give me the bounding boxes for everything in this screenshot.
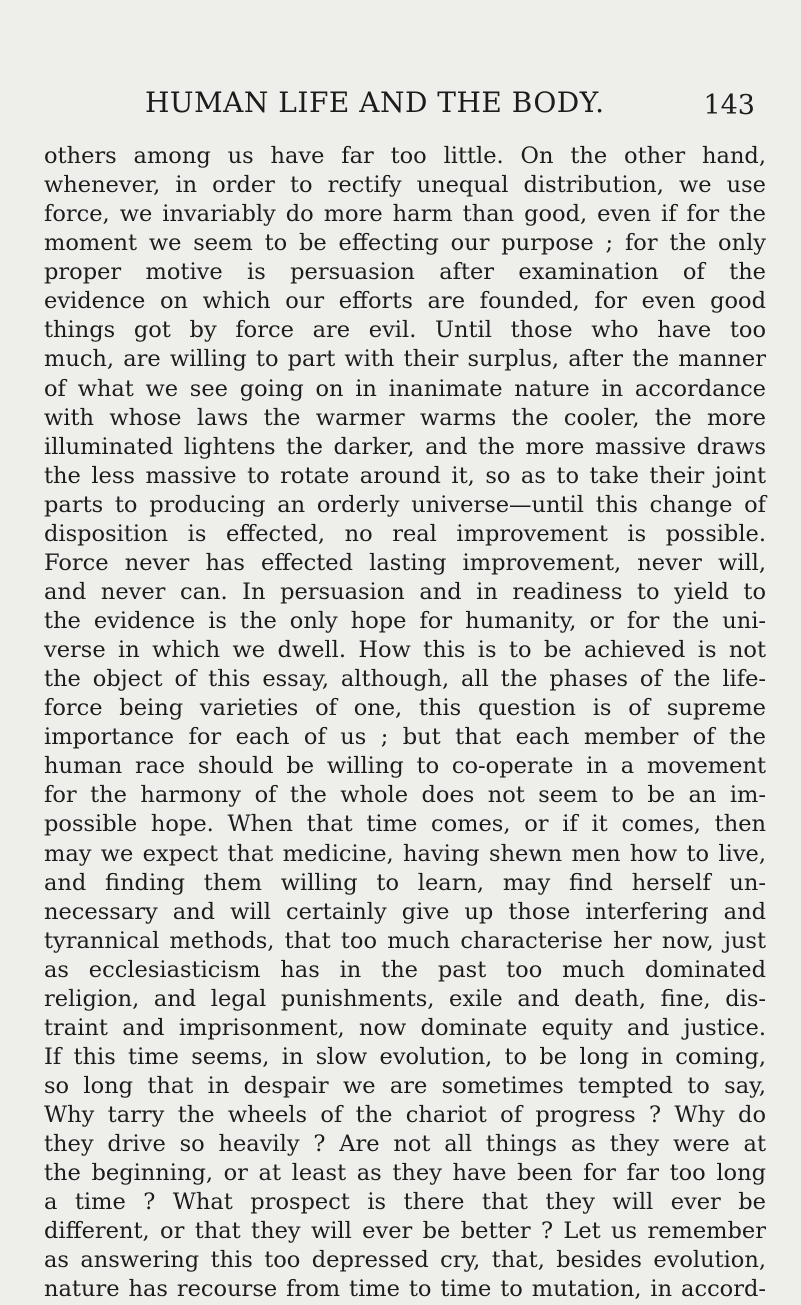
text-line: Why tarry the wheels of the chariot of progress ? Why do: [44, 1102, 766, 1129]
page-number: 143: [703, 90, 755, 121]
text-line: as ecclesiasticism has in the past too much dominated: [44, 956, 766, 983]
text-line: human race should be willing to co-operate in a movement: [44, 753, 766, 780]
text-line: religion, and legal punishments, exile and death, fine, dis-: [44, 985, 766, 1012]
page-header: [145, 86, 775, 126]
text-line: nature has recourse from time to time to mutation, in accord-: [44, 1276, 766, 1303]
text-line: the less massive to rotate around it, so as to take their joint: [44, 462, 766, 489]
text-line: much, are willing to part with their surplus, after the manner: [44, 346, 766, 373]
text-line: possible hope. When that time comes, or if it comes, then: [44, 811, 766, 838]
text-line: traint and imprisonment, now dominate equity and justice.: [44, 1014, 766, 1041]
text-line: evidence on which our efforts are founded, for even good: [44, 288, 766, 315]
text-line: whenever, in order to rectify unequal distribution, we use: [44, 172, 766, 199]
text-line: force being varieties of one, this question is of supreme: [44, 695, 766, 722]
text-line: of what we see going on in inanimate nature in accordance: [44, 375, 766, 402]
text-line: illuminated lightens the darker, and the more massive draws: [44, 433, 766, 460]
text-line: they drive so heavily ? Are not all things as they were at: [44, 1131, 766, 1158]
text-line: the evidence is the only hope for humanity, or for the uni-: [44, 608, 766, 634]
text-line: as answering this too depressed cry, that, besides evolution,: [44, 1247, 766, 1274]
text-line: and never can. In persuasion and in readiness to yield to: [44, 578, 766, 605]
text-line: for the harmony of the whole does not seem to be an im-: [44, 782, 766, 809]
text-line: may we expect that medicine, having shewn men how to live,: [44, 840, 766, 867]
text-line: moment we seem to be effecting our purpose ; for the only: [44, 230, 766, 257]
text-line: the object of this essay, although, all the phases of the life-: [44, 666, 766, 693]
text-line: with whose laws the warmer warms the cooler, the more: [44, 404, 766, 431]
text-line: necessary and will certainly give up those interfering and: [44, 898, 766, 925]
text-line: others among us have far too little. On the other hand,: [44, 143, 766, 169]
text-line: Force never has effected lasting improvement, never will,: [44, 549, 766, 576]
running-head: HUMAN LIFE AND THE BODY.: [145, 86, 605, 119]
text-line: verse in which we dwell. How this is to be achieved is not: [44, 637, 766, 664]
body-text: [44, 142, 766, 1305]
text-line: force, we invariably do more harm than good, even if for the: [44, 201, 766, 228]
text-line: tyrannical methods, that too much characterise her now, just: [44, 927, 766, 954]
text-line: things got by force are evil. Until those who have too: [44, 317, 766, 344]
text-line: disposition is effected, no real improvement is possible.: [44, 520, 766, 547]
text-line: and finding them willing to learn, may find herself un-: [44, 869, 766, 896]
text-line: parts to producing an orderly universe—until this change of: [44, 491, 766, 518]
text-line: importance for each of us ; but that each member of the: [44, 724, 766, 751]
text-line: If this time seems, in slow evolution, to be long in coming,: [44, 1043, 766, 1070]
text-line: so long that in despair we are sometimes tempted to say,: [44, 1073, 766, 1099]
text-line: proper motive is persuasion after examination of the: [44, 259, 766, 286]
text-line: the beginning, or at least as they have been for far too long: [44, 1160, 766, 1187]
text-line: different, or that they will ever be better ? Let us remember: [44, 1218, 766, 1245]
text-line: a time ? What prospect is there that they will ever be: [44, 1189, 766, 1216]
